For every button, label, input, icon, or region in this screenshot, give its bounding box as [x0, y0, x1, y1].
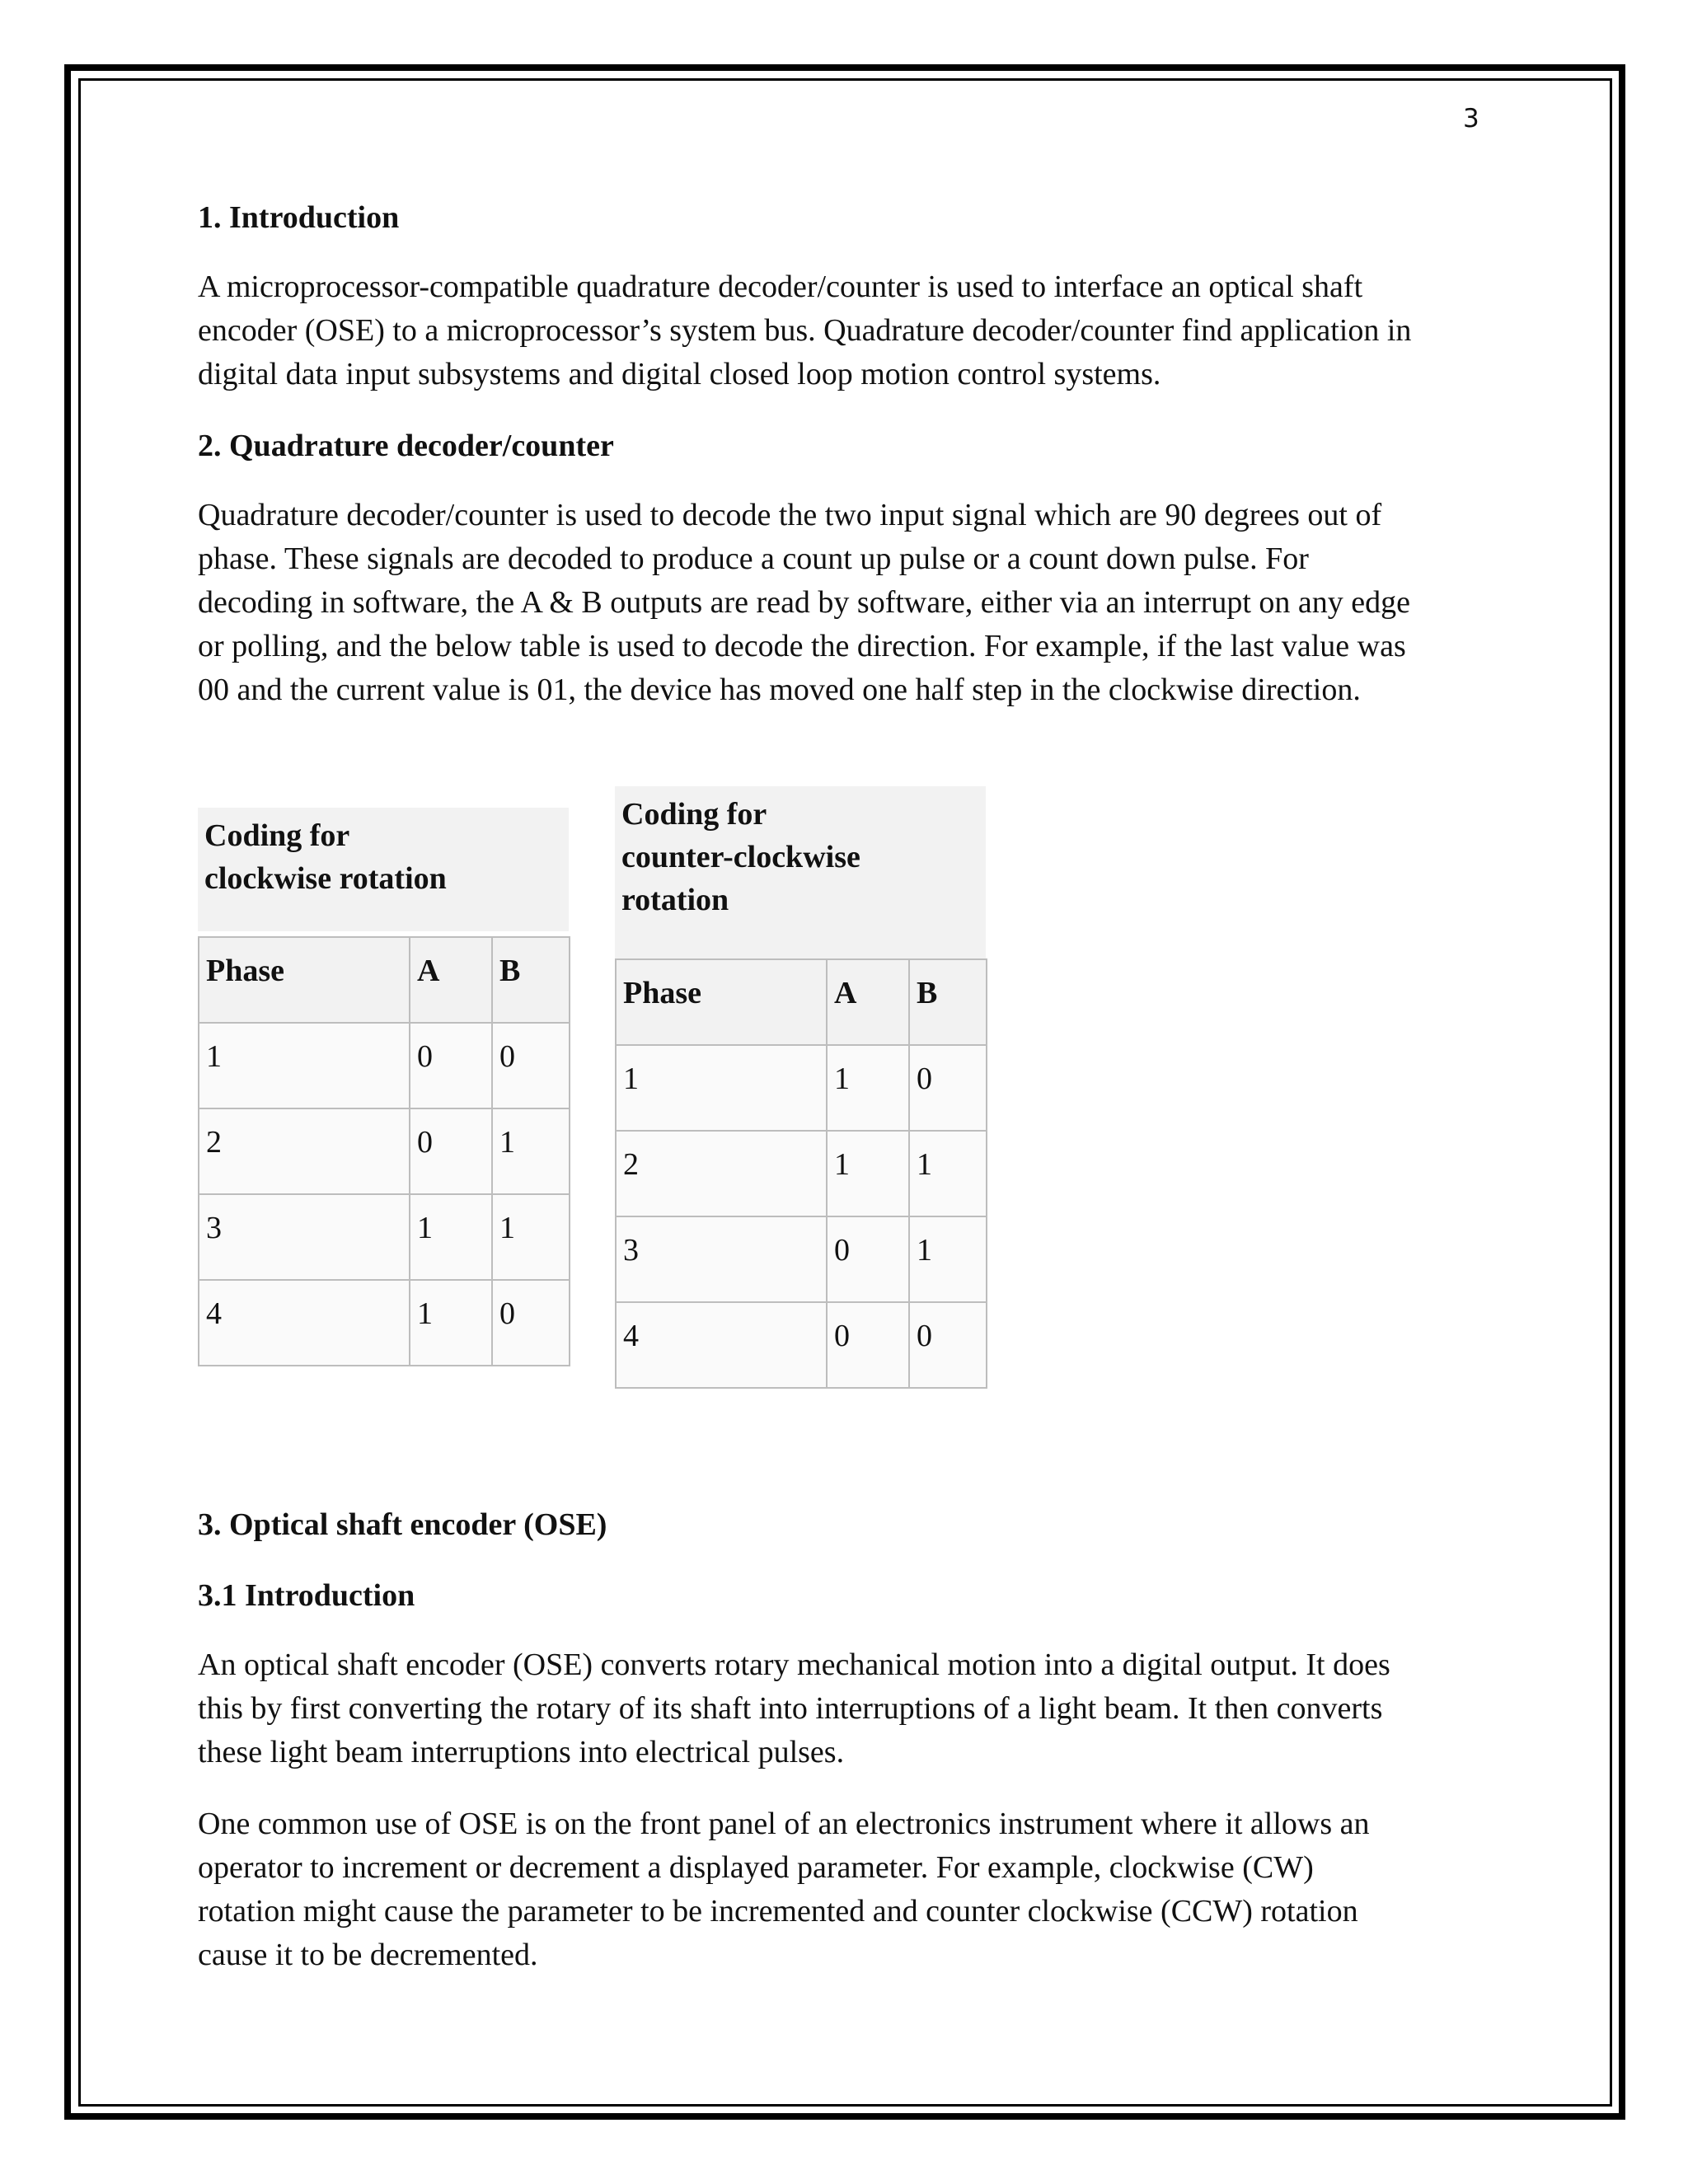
b-cell: 1 [909, 1216, 987, 1302]
section-heading-optical-shaft-encoder: 3. Optical shaft encoder (OSE) [198, 1507, 607, 1542]
text-line: or polling, and the below table is used to decode the direction. For example, if the last value was [198, 629, 1406, 663]
text-line: rotation might cause the parameter to be incremented and counter clockwise (CCW) rotation [198, 1894, 1358, 1929]
table-row [616, 1302, 987, 1388]
text-line: phase. These signals are decoded to produce a count up pulse or a count down pulse. For [198, 541, 1309, 576]
b-cell: 0 [909, 1302, 987, 1388]
caption-line: rotation [621, 883, 729, 917]
phase-cell: 4 [199, 1280, 410, 1366]
phase-cell: 3 [616, 1216, 827, 1302]
text-line: these light beam interruptions into electrical pulses. [198, 1735, 845, 1769]
b-cell: 1 [492, 1194, 570, 1280]
table-row [199, 1023, 570, 1108]
section-heading-introduction: 1. Introduction [198, 200, 400, 235]
phase-header: Phase [616, 959, 827, 1045]
b-cell: 1 [909, 1131, 987, 1216]
phase-cell: 1 [199, 1023, 410, 1108]
caption-line: Coding for [204, 818, 350, 853]
caption-line: clockwise rotation [204, 861, 447, 896]
b-cell: 1 [492, 1108, 570, 1194]
a-cell: 1 [827, 1131, 909, 1216]
a-cell: 1 [410, 1280, 492, 1366]
quadrature-paragraph [198, 494, 1484, 712]
table-row [616, 1045, 987, 1131]
phase-cell: 1 [616, 1045, 827, 1131]
cw-coding-table [198, 936, 570, 1366]
a-header: A [827, 959, 909, 1045]
a-cell: 0 [410, 1023, 492, 1108]
subsection-heading-introduction: 3.1 Introduction [198, 1578, 415, 1613]
table-row [616, 1131, 987, 1216]
caption-line: counter-clockwise [621, 840, 860, 874]
ccw-table-caption [615, 786, 986, 959]
text-line: cause it to be decremented. [198, 1938, 538, 1972]
text-line: A microprocessor-compatible quadrature decoder/counter is used to interface an optical shaft [198, 269, 1363, 304]
table-header-row [199, 937, 570, 1023]
ose-usage-paragraph [198, 1802, 1484, 1977]
text-line: decoding in software, the A & B outputs are read by software, either via an interrupt on any edge [198, 585, 1410, 620]
introduction-paragraph [198, 265, 1484, 396]
phase-cell: 2 [199, 1108, 410, 1194]
ose-introduction-paragraph [198, 1643, 1484, 1774]
a-cell: 1 [827, 1045, 909, 1131]
phase-header: Phase [199, 937, 410, 1023]
caption-line: Coding for [621, 797, 767, 832]
a-cell: 0 [827, 1302, 909, 1388]
b-cell: 0 [492, 1280, 570, 1366]
a-cell: 1 [410, 1194, 492, 1280]
table-row [199, 1108, 570, 1194]
text-line: Quadrature decoder/counter is used to decode the two input signal which are 90 degrees out of [198, 498, 1382, 532]
text-line: One common use of OSE is on the front panel of an electronics instrument where it allows an [198, 1807, 1370, 1841]
b-cell: 0 [909, 1045, 987, 1131]
text-line: encoder (OSE) to a microprocessor’s system bus. Quadrature decoder/counter find application in [198, 313, 1412, 348]
text-line: 00 and the current value is 01, the device has moved one half step in the clockwise direction. [198, 673, 1361, 707]
table-row [199, 1280, 570, 1366]
page-number: 3 [1463, 104, 1479, 134]
table-row [616, 1216, 987, 1302]
phase-cell: 4 [616, 1302, 827, 1388]
a-header: A [410, 937, 492, 1023]
text-line: An optical shaft encoder (OSE) converts rotary mechanical motion into a digital output. It does [198, 1647, 1390, 1682]
cw-table-caption [198, 808, 569, 931]
phase-cell: 3 [199, 1194, 410, 1280]
a-cell: 0 [410, 1108, 492, 1194]
a-cell: 0 [827, 1216, 909, 1302]
ccw-coding-table [615, 958, 987, 1389]
text-line: this by first converting the rotary of its shaft into interruptions of a light beam. It then converts [198, 1691, 1383, 1726]
text-line: digital data input subsystems and digital closed loop motion control systems. [198, 357, 1161, 391]
text-line: operator to increment or decrement a displayed parameter. For example, clockwise (CW) [198, 1850, 1314, 1885]
b-header: B [909, 959, 987, 1045]
table-row [199, 1194, 570, 1280]
b-header: B [492, 937, 570, 1023]
table-header-row [616, 959, 987, 1045]
b-cell: 0 [492, 1023, 570, 1108]
section-heading-quadrature-decoder: 2. Quadrature decoder/counter [198, 429, 614, 463]
phase-cell: 2 [616, 1131, 827, 1216]
